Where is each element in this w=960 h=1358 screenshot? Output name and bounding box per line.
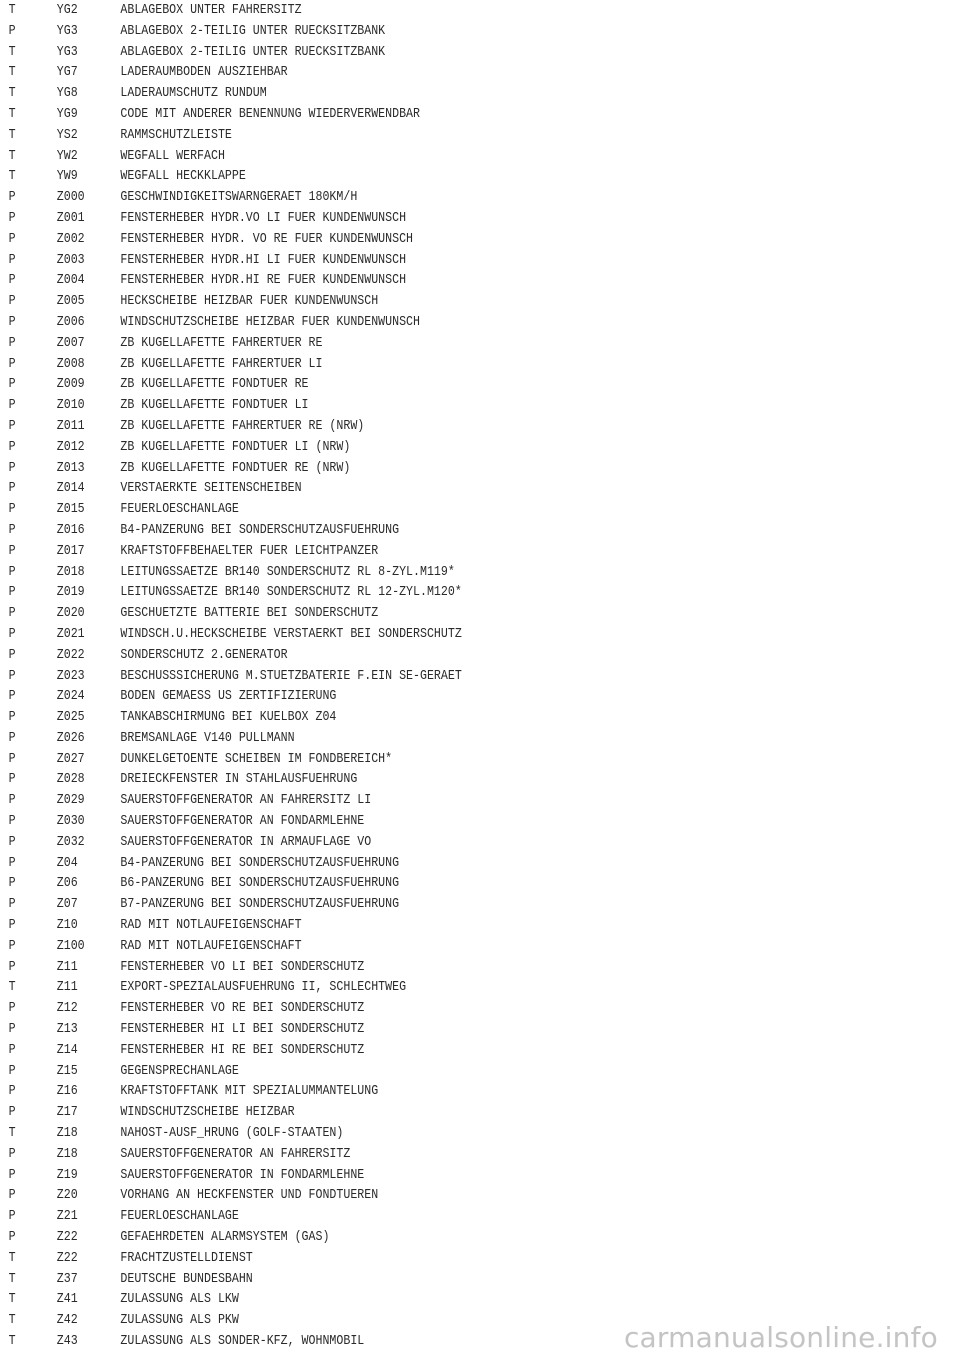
- row-description: ABLAGEBOX 2-TEILIG UNTER RUECKSITZBANK: [120, 44, 386, 60]
- row-description: RAMMSCHUTZLEISTE: [120, 127, 232, 143]
- row-code: Z21: [56, 1209, 78, 1225]
- row-description: ZULASSUNG ALS PKW: [120, 1313, 239, 1329]
- row-description: FEUERLOESCHANLAGE: [120, 502, 239, 518]
- row-description: VERSTAERKTE SEITENSCHEIBEN: [120, 481, 302, 497]
- list-item: [0, 812, 826, 833]
- row-code: Z026: [56, 730, 85, 746]
- row-description: WEGFALL HECKKLAPPE: [120, 169, 246, 185]
- row-code: YG3: [56, 44, 78, 60]
- row-code: Z010: [56, 398, 85, 414]
- row-code: Z07: [56, 897, 78, 913]
- row-code: YG8: [56, 86, 78, 102]
- row-code: Z011: [56, 418, 85, 434]
- row-code: Z001: [56, 210, 85, 226]
- row-code: Z005: [56, 294, 85, 310]
- row-code: Z10: [56, 918, 78, 934]
- row-code: Z15: [56, 1063, 78, 1079]
- row-type: P: [8, 314, 16, 330]
- row-type: T: [8, 1126, 16, 1142]
- row-description: ZULASSUNG ALS SONDER-KFZ, WOHNMOBIL: [120, 1334, 365, 1349]
- row-type: P: [8, 793, 16, 809]
- row-description: BODEN GEMAESS US ZERTIFIZIERUNG: [120, 689, 337, 705]
- list-item: [0, 625, 826, 646]
- row-type: T: [8, 65, 16, 81]
- row-type: P: [8, 252, 16, 268]
- list-item: [0, 22, 826, 43]
- row-code: Z22: [56, 1250, 78, 1266]
- row-code: Z11: [56, 959, 78, 975]
- row-type: P: [8, 335, 16, 351]
- row-description: FENSTERHEBER VO LI BEI SONDERSCHUTZ: [120, 959, 365, 975]
- row-description: B4-PANZERUNG BEI SONDERSCHUTZAUSFUEHRUNG: [120, 522, 400, 538]
- list-item: [0, 708, 826, 729]
- row-code: Z009: [56, 377, 85, 393]
- row-code: Z13: [56, 1022, 78, 1038]
- row-code: Z025: [56, 710, 85, 726]
- row-code: Z032: [56, 834, 85, 850]
- row-code: Z020: [56, 606, 85, 622]
- row-type: P: [8, 772, 16, 788]
- list-item: [0, 230, 826, 251]
- list-item: [0, 396, 826, 417]
- row-description: SAUERSTOFFGENERATOR AN FAHRERSITZ: [120, 1146, 351, 1162]
- list-item: [0, 895, 826, 916]
- list-item: [0, 729, 826, 750]
- row-type: P: [8, 855, 16, 871]
- row-code: Z024: [56, 689, 85, 705]
- row-type: P: [8, 1022, 16, 1038]
- list-item: [0, 750, 826, 771]
- row-description: GESCHWINDIGKEITSWARNGERAET 180KM/H: [120, 190, 358, 206]
- row-description: BESCHUSSSICHERUNG M.STUETZBATERIE F.EIN SE-GERAET: [120, 668, 462, 684]
- list-item: [0, 292, 826, 313]
- row-description: LADERAUMSCHUTZ RUNDUM: [120, 86, 267, 102]
- row-description: VORHANG AN HECKFENSTER UND FONDTUEREN: [120, 1188, 379, 1204]
- row-description: FENSTERHEBER HI RE BEI SONDERSCHUTZ: [120, 1042, 365, 1058]
- row-code: YW9: [56, 169, 78, 185]
- row-type: P: [8, 1167, 16, 1183]
- row-description: EXPORT-SPEZIALAUSFUEHRUNG II, SCHLECHTWEG: [120, 980, 407, 996]
- row-description: KRAFTSTOFFBEHAELTER FUER LEICHTPANZER: [120, 543, 379, 559]
- row-type: P: [8, 626, 16, 642]
- row-description: WINDSCH.U.HECKSCHEIBE VERSTAERKT BEI SONDERSCHUTZ: [120, 626, 462, 642]
- list-item: [0, 542, 826, 563]
- row-description: NAHOST-AUSF_HRUNG (GOLF-STAATEN): [120, 1126, 344, 1142]
- row-code: Z17: [56, 1105, 78, 1121]
- row-description: RAD MIT NOTLAUFEIGENSCHAFT: [120, 938, 302, 954]
- row-description: ABLAGEBOX 2-TEILIG UNTER RUECKSITZBANK: [120, 23, 386, 39]
- row-type: P: [8, 814, 16, 830]
- row-type: P: [8, 439, 16, 455]
- row-code: YG2: [56, 3, 78, 18]
- row-description: SONDERSCHUTZ 2.GENERATOR: [120, 647, 288, 663]
- row-code: Z027: [56, 751, 85, 767]
- row-code: Z14: [56, 1042, 78, 1058]
- row-type: P: [8, 1230, 16, 1246]
- row-description: BREMSANLAGE V140 PULLMANN: [120, 730, 295, 746]
- row-type: T: [8, 106, 16, 122]
- row-code: Z002: [56, 231, 85, 247]
- row-type: T: [8, 3, 16, 18]
- list-item: [0, 188, 826, 209]
- row-code: Z18: [56, 1126, 78, 1142]
- list-item: [0, 63, 826, 84]
- row-type: P: [8, 502, 16, 518]
- row-description: ZB KUGELLAFETTE FAHRERTUER RE: [120, 335, 323, 351]
- row-description: B7-PANZERUNG BEI SONDERSCHUTZAUSFUEHRUNG: [120, 897, 400, 913]
- row-code: Z006: [56, 314, 85, 330]
- row-type: P: [8, 606, 16, 622]
- row-description: B6-PANZERUNG BEI SONDERSCHUTZAUSFUEHRUNG: [120, 876, 400, 892]
- row-description: FENSTERHEBER HYDR.HI LI FUER KUNDENWUNSCH: [120, 252, 407, 268]
- list-item: [0, 271, 826, 292]
- row-type: P: [8, 710, 16, 726]
- row-code: Z028: [56, 772, 85, 788]
- row-description: LEITUNGSSAETZE BR140 SONDERSCHUTZ RL 8-ZYL.M119*: [120, 564, 455, 580]
- row-code: Z20: [56, 1188, 78, 1204]
- list-item: [0, 687, 826, 708]
- site-watermark: carmanualsonline.info: [623, 1321, 938, 1354]
- row-code: Z015: [56, 502, 85, 518]
- row-type: T: [8, 1313, 16, 1329]
- list-item: [0, 251, 826, 272]
- row-description: LEITUNGSSAETZE BR140 SONDERSCHUTZ RL 12-ZYL.M120*: [120, 585, 462, 601]
- row-description: ZB KUGELLAFETTE FONDTUER RE: [120, 377, 309, 393]
- row-type: T: [8, 1334, 16, 1349]
- row-code: Z023: [56, 668, 85, 684]
- row-code: Z22: [56, 1230, 78, 1246]
- row-code: Z008: [56, 356, 85, 372]
- row-type: T: [8, 1292, 16, 1308]
- list-item: [0, 84, 826, 105]
- row-description: FENSTERHEBER HYDR.HI RE FUER KUNDENWUNSCH: [120, 273, 407, 289]
- row-type: P: [8, 190, 16, 206]
- row-code: Z000: [56, 190, 85, 206]
- row-code: Z012: [56, 439, 85, 455]
- row-description: ZB KUGELLAFETTE FONDTUER RE (NRW): [120, 460, 351, 476]
- row-description: SAUERSTOFFGENERATOR IN ARMAUFLAGE VO: [120, 834, 372, 850]
- row-description: TANKABSCHIRMUNG BEI KUELBOX Z04: [120, 710, 337, 726]
- row-type: P: [8, 1042, 16, 1058]
- row-description: GEFAEHRDETEN ALARMSYSTEM (GAS): [120, 1230, 330, 1246]
- row-description: WINDSCHUTZSCHEIBE HEIZBAR: [120, 1105, 295, 1121]
- list-item: [0, 126, 826, 147]
- row-type: P: [8, 231, 16, 247]
- row-description: FEUERLOESCHANLAGE: [120, 1209, 239, 1225]
- row-description: ZB KUGELLAFETTE FONDTUER LI (NRW): [120, 439, 351, 455]
- row-description: GESCHUETZTE BATTERIE BEI SONDERSCHUTZ: [120, 606, 379, 622]
- row-description: WEGFALL WERFACH: [120, 148, 225, 164]
- list-item: [0, 521, 826, 542]
- list-item: [0, 646, 826, 667]
- row-type: P: [8, 273, 16, 289]
- row-type: P: [8, 897, 16, 913]
- list-item: [0, 209, 826, 230]
- list-item: [0, 958, 826, 979]
- row-description: ZB KUGELLAFETTE FAHRERTUER RE (NRW): [120, 418, 365, 434]
- row-code: Z16: [56, 1084, 78, 1100]
- row-type: P: [8, 460, 16, 476]
- list-item: [0, 479, 826, 500]
- list-item: [0, 583, 826, 604]
- row-type: P: [8, 1188, 16, 1204]
- list-item: [0, 874, 826, 895]
- row-code: Z022: [56, 647, 85, 663]
- row-description: FENSTERHEBER VO RE BEI SONDERSCHUTZ: [120, 1001, 365, 1017]
- list-item: [0, 791, 826, 812]
- row-code: Z41: [56, 1292, 78, 1308]
- row-code: Z003: [56, 252, 85, 268]
- list-item: [0, 1166, 826, 1187]
- list-item: [0, 1062, 826, 1083]
- list-item: [0, 1207, 826, 1228]
- row-type: P: [8, 876, 16, 892]
- row-type: T: [8, 44, 16, 60]
- row-code: Z37: [56, 1271, 78, 1287]
- list-item: [0, 334, 826, 355]
- row-type: P: [8, 1001, 16, 1017]
- row-type: P: [8, 689, 16, 705]
- row-code: Z018: [56, 564, 85, 580]
- row-type: P: [8, 1209, 16, 1225]
- row-description: FENSTERHEBER HYDR. VO RE FUER KUNDENWUNSCH: [120, 231, 414, 247]
- row-description: SAUERSTOFFGENERATOR IN FONDARMLEHNE: [120, 1167, 365, 1183]
- row-code: Z029: [56, 793, 85, 809]
- list-item: [0, 500, 826, 521]
- row-code: Z004: [56, 273, 85, 289]
- list-item: [0, 604, 826, 625]
- row-code: Z030: [56, 814, 85, 830]
- row-type: P: [8, 294, 16, 310]
- row-code: YS2: [56, 127, 78, 143]
- list-item: [0, 563, 826, 584]
- row-type: P: [8, 668, 16, 684]
- row-type: P: [8, 959, 16, 975]
- list-item: [0, 667, 826, 688]
- row-description: ZB KUGELLAFETTE FONDTUER LI: [120, 398, 309, 414]
- row-type: P: [8, 918, 16, 934]
- row-type: T: [8, 127, 16, 143]
- row-code: Z100: [56, 938, 85, 954]
- row-description: SAUERSTOFFGENERATOR AN FONDARMLEHNE: [120, 814, 365, 830]
- row-type: T: [8, 980, 16, 996]
- row-type: P: [8, 647, 16, 663]
- row-description: B4-PANZERUNG BEI SONDERSCHUTZAUSFUEHRUNG: [120, 855, 400, 871]
- row-type: P: [8, 23, 16, 39]
- list-item: [0, 1249, 826, 1270]
- row-code: Z04: [56, 855, 78, 871]
- list-item: [0, 1082, 826, 1103]
- row-description: CODE MIT ANDERER BENENNUNG WIEDERVERWENDBAR: [120, 106, 420, 122]
- row-type: P: [8, 481, 16, 497]
- list-item: [0, 1, 826, 22]
- list-item: [0, 1270, 826, 1291]
- row-type: P: [8, 210, 16, 226]
- list-item: [0, 375, 826, 396]
- row-type: P: [8, 1063, 16, 1079]
- row-description: ZULASSUNG ALS LKW: [120, 1292, 239, 1308]
- list-item: [0, 1228, 826, 1249]
- row-code: Z019: [56, 585, 85, 601]
- list-item: [0, 833, 826, 854]
- row-code: YG9: [56, 106, 78, 122]
- list-item: [0, 1290, 826, 1311]
- list-item: [0, 854, 826, 875]
- list-item: [0, 438, 826, 459]
- row-description: ZB KUGELLAFETTE FAHRERTUER LI: [120, 356, 323, 372]
- row-type: P: [8, 1084, 16, 1100]
- row-description: DREIECKFENSTER IN STAHLAUSFUEHRUNG: [120, 772, 358, 788]
- row-description: RAD MIT NOTLAUFEIGENSCHAFT: [120, 918, 302, 934]
- row-type: P: [8, 585, 16, 601]
- row-code: Z06: [56, 876, 78, 892]
- row-type: T: [8, 1250, 16, 1266]
- list-item: [0, 1020, 826, 1041]
- list-item: [0, 147, 826, 168]
- row-type: P: [8, 377, 16, 393]
- row-type: P: [8, 834, 16, 850]
- row-code: Z18: [56, 1146, 78, 1162]
- row-type: P: [8, 1146, 16, 1162]
- list-item: [0, 937, 826, 958]
- list-item: [0, 355, 826, 376]
- row-description: FRACHTZUSTELLDIENST: [120, 1250, 253, 1266]
- row-code: YW2: [56, 148, 78, 164]
- list-item: [0, 43, 826, 64]
- row-type: T: [8, 1271, 16, 1287]
- row-type: P: [8, 543, 16, 559]
- row-description: HECKSCHEIBE HEIZBAR FUER KUNDENWUNSCH: [120, 294, 379, 310]
- list-item: [0, 1041, 826, 1062]
- list-item: [0, 770, 826, 791]
- row-type: T: [8, 86, 16, 102]
- row-type: T: [8, 169, 16, 185]
- list-item: [0, 167, 826, 188]
- row-code: Z19: [56, 1167, 78, 1183]
- row-description: FENSTERHEBER HYDR.VO LI FUER KUNDENWUNSCH: [120, 210, 407, 226]
- row-code: Z11: [56, 980, 78, 996]
- list-item: [0, 1103, 826, 1124]
- list-item: [0, 1124, 826, 1145]
- row-code: Z013: [56, 460, 85, 476]
- list-item: [0, 978, 826, 999]
- row-type: P: [8, 356, 16, 372]
- list-item: [0, 417, 826, 438]
- row-code: Z007: [56, 335, 85, 351]
- list-item: [0, 313, 826, 334]
- row-code: Z014: [56, 481, 85, 497]
- row-type: P: [8, 398, 16, 414]
- row-description: DUNKELGETOENTE SCHEIBEN IM FONDBEREICH*: [120, 751, 393, 767]
- row-description: DEUTSCHE BUNDESBAHN: [120, 1271, 253, 1287]
- list-item: [0, 105, 826, 126]
- row-description: WINDSCHUTZSCHEIBE HEIZBAR FUER KUNDENWUNSCH: [120, 314, 420, 330]
- row-code: YG7: [56, 65, 78, 81]
- row-code: Z42: [56, 1313, 78, 1329]
- row-description: LADERAUMBODEN AUSZIEHBAR: [120, 65, 288, 81]
- row-type: P: [8, 730, 16, 746]
- row-description: KRAFTSTOFFTANK MIT SPEZIALUMMANTELUNG: [120, 1084, 379, 1100]
- row-description: FENSTERHEBER HI LI BEI SONDERSCHUTZ: [120, 1022, 365, 1038]
- row-code: Z016: [56, 522, 85, 538]
- row-code: Z12: [56, 1001, 78, 1017]
- list-item: [0, 459, 826, 480]
- list-item: [0, 999, 826, 1020]
- row-type: P: [8, 751, 16, 767]
- row-code: Z017: [56, 543, 85, 559]
- row-code: YG3: [56, 23, 78, 39]
- row-type: P: [8, 938, 16, 954]
- row-code: Z43: [56, 1334, 78, 1349]
- row-description: ABLAGEBOX UNTER FAHRERSITZ: [120, 3, 302, 18]
- row-type: T: [8, 148, 16, 164]
- row-type: P: [8, 418, 16, 434]
- row-description: SAUERSTOFFGENERATOR AN FAHRERSITZ LI: [120, 793, 372, 809]
- row-type: P: [8, 564, 16, 580]
- list-item: [0, 916, 826, 937]
- list-item: [0, 1145, 826, 1166]
- row-type: P: [8, 522, 16, 538]
- row-type: P: [8, 1105, 16, 1121]
- row-code: Z021: [56, 626, 85, 642]
- list-item: [0, 1186, 826, 1207]
- row-description: GEGENSPRECHANLAGE: [120, 1063, 239, 1079]
